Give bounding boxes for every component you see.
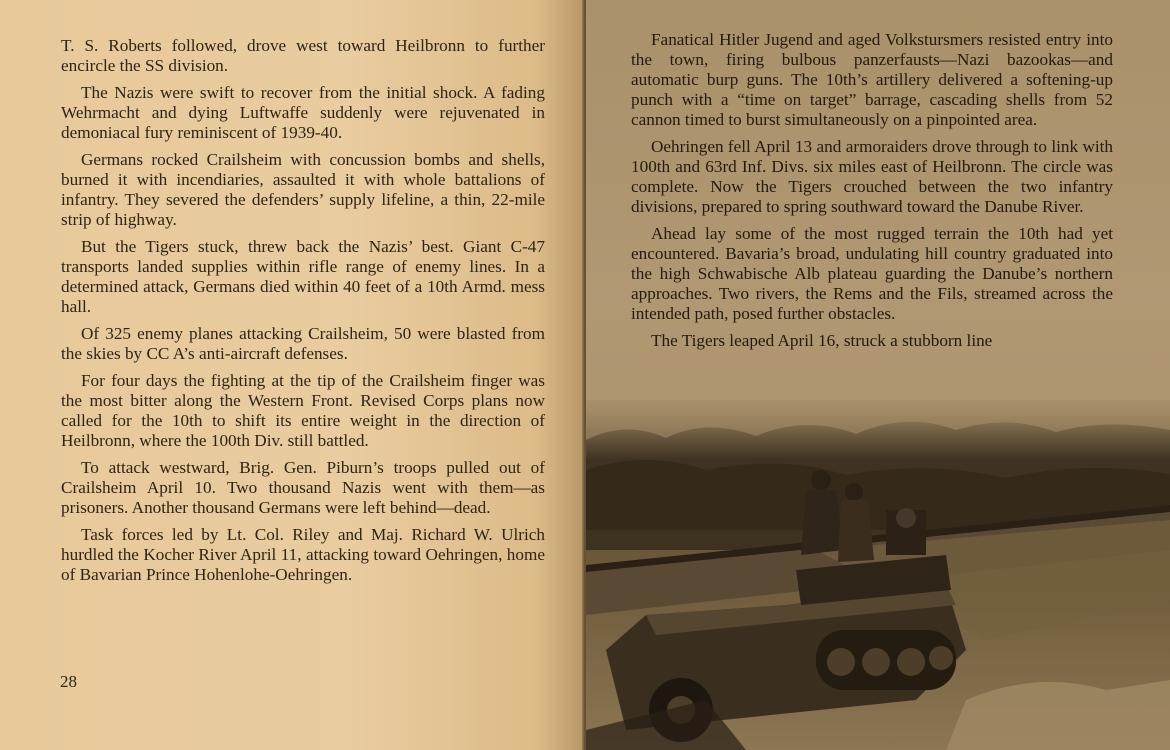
paragraph: For four days the fighting at the tip of the Crailsheim finger was the most bitter along the Western Front. Revised Corps plans now called for the 10th to shift its entire weight in the direction of Heilbronn, where the 100th Div. still battled. — [61, 371, 545, 450]
paragraph: Ahead lay some of the most rugged terrain the 10th had yet encountered. Bavaria’s broad, undulating hill country graduated into the high Schwabische Alb plateau guarding the Danube’s northern approaches. Two rivers, the Rems and the Fils, streamed across the intended path, posed further obstacles. — [631, 224, 1113, 323]
paragraph: But the Tigers stuck, threw back the Nazis’ best. Giant C-47 transports landed supplies within rifle range of enemy lines. In a determined attack, Germans died within 40 feet of a 10th Armd. mess hall. — [61, 237, 545, 316]
page-number: 28 — [60, 672, 77, 691]
paragraph: The Tigers leaped April 16, struck a stubborn line — [651, 331, 993, 350]
paragraph: Of 325 enemy planes attacking Crailsheim, 50 were blasted from the skies by CC A’s anti-aircraft defenses. — [61, 324, 545, 363]
paragraph: Task forces led by Lt. Col. Riley and Maj. Richard W. Ulrich hurdled the Kocher River April 11, attacking toward Oehringen, home of Bavarian Prince Hohenlohe-Oehringen. — [61, 525, 545, 584]
right-page-text — [631, 30, 1113, 358]
photo-fade-edge — [586, 400, 1170, 460]
left-page-text — [61, 36, 545, 592]
paragraph: Germans rocked Crailsheim with concussion bombs and shells, burned it with incendiaries, assaulted it with whole battalions of infantry. They severed the defenders’ supply lifeline, a thin, 22-mile strip of highway. — [61, 150, 545, 229]
paragraph: Oehringen fell April 13 and armoraiders drove through to link with 100th and 63rd Inf. Divs. six miles east of Heilbronn. The circle was complete. Now the Tigers crouched between the two infantry divisions, prepared to spring southward toward the Danube River. — [631, 137, 1113, 216]
paragraph: The Nazis were swift to recover from the initial shock. A fading Wehrmacht and dying Luftwaffe suddenly were rejuvenated in demoniacal fury reminiscent of 1939-40. — [61, 83, 545, 142]
paragraph: To attack westward, Brig. Gen. Piburn’s troops pulled out of Crailsheim April 10. Two thousand Nazis went with them—as prisoners. Another thousand Germans were left behind—dead. — [61, 458, 545, 517]
war-photograph — [586, 400, 1170, 750]
paragraph: Fanatical Hitler Jugend and aged Volkstursmers resisted entry into the town, firing bulbous panzerfausts—Nazi bazookas—and automatic burp guns. The 10th’s artillery delivered a softening-up punch with a “time on target” barrage, cascading shells from 52 cannon timed to burst simultaneously on a pinpointed area. — [631, 30, 1113, 129]
paragraph: T. S. Roberts followed, drove west toward Heilbronn to further encircle the SS division. — [61, 36, 545, 75]
left-page — [0, 0, 584, 750]
